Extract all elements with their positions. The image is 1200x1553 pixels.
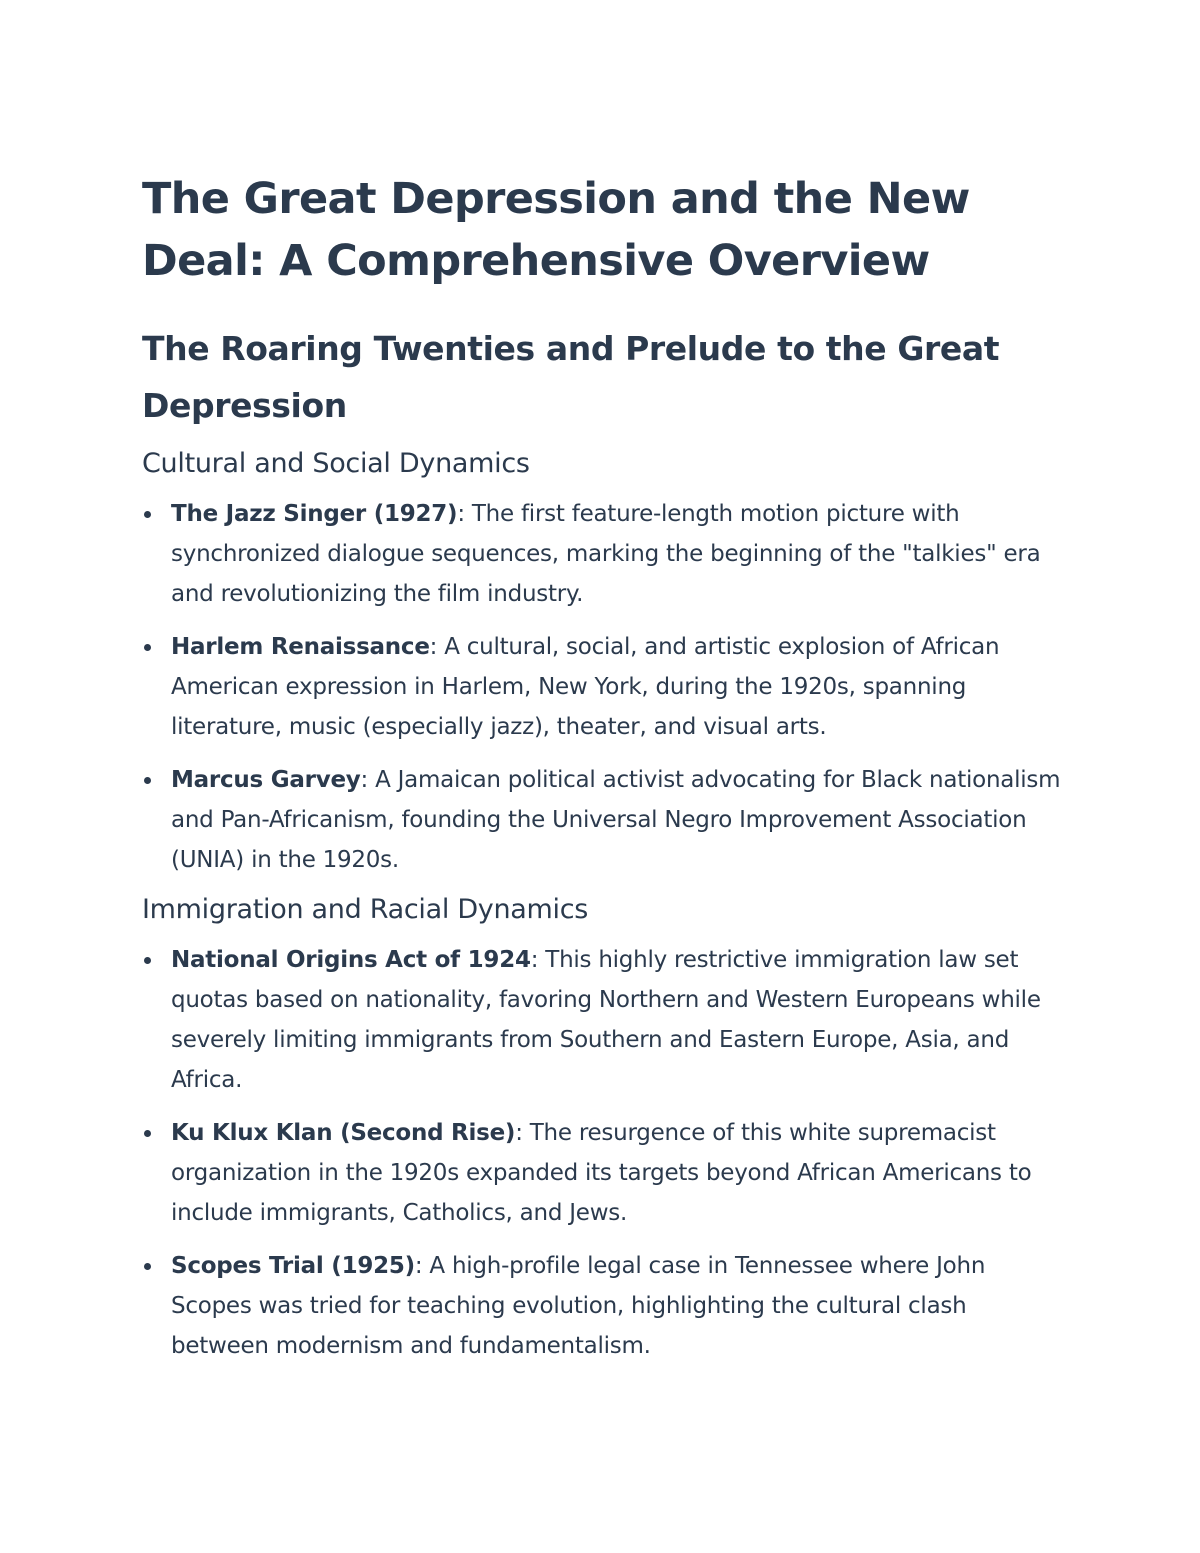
bullet-list-immigration	[142, 940, 1062, 1366]
item-text: : A high-profile legal case in Tennessee where John Scopes was tried for teaching evolution, highlighting the cultural clash between modernism and fundamentalism.	[171, 1253, 986, 1359]
bullet-icon	[144, 1130, 151, 1137]
item-term: Marcus Garvey	[171, 767, 361, 793]
item-term: The Jazz Singer (1927)	[171, 501, 458, 527]
list-item	[142, 760, 1062, 880]
list-item	[142, 1113, 1062, 1233]
item-text: : The resurgence of this white supremacist organization in the 1920s expanded its targets beyond African Americans to include immigrants, Catholics, and Jews.	[171, 1120, 1032, 1226]
subsection-heading-immigration: Immigration and Racial Dynamics	[142, 894, 589, 925]
document-title: The Great Depression and the New Deal: A Comprehensive Overview	[142, 174, 970, 286]
item-text: : A cultural, social, and artistic explosion of African American expression in Harlem, New York, during the 1920s, spanning literature, music (especially jazz), theater, and visual arts.	[171, 634, 1000, 740]
list-item	[142, 940, 1062, 1100]
item-term: Harlem Renaissance	[171, 634, 430, 660]
list-item	[142, 627, 1062, 747]
item-text: : This highly restrictive immigration law set quotas based on nationality, favoring Northern and Western Europeans while severely limiting immigrants from Southern and Eastern Europe, Asia, and Africa.	[171, 947, 1041, 1093]
bullet-icon	[144, 777, 151, 784]
item-term: Scopes Trial (1925)	[171, 1253, 415, 1279]
bullet-list-cultural	[142, 494, 1062, 880]
item-text: : A Jamaican political activist advocating for Black nationalism and Pan-Africanism, founding the Universal Negro Improvement Association (UNIA) in the 1920s.	[171, 767, 1061, 873]
list-item	[142, 1246, 1062, 1366]
item-term: Ku Klux Klan (Second Rise)	[171, 1120, 516, 1146]
bullet-icon	[144, 644, 151, 651]
bullet-icon	[144, 957, 151, 964]
subsection-heading-cultural: Cultural and Social Dynamics	[142, 448, 530, 479]
item-text: : The first feature-length motion picture with synchronized dialogue sequences, marking the beginning of the "talkies" era and revolutionizing the film industry.	[171, 501, 1041, 607]
document-page	[142, 168, 1062, 1376]
section-heading: The Roaring Twenties and Prelude to the Great Depression	[142, 329, 1000, 425]
item-term: National Origins Act of 1924	[171, 947, 531, 973]
list-item	[142, 494, 1062, 614]
bullet-icon	[144, 1263, 151, 1270]
bullet-icon	[144, 511, 151, 518]
